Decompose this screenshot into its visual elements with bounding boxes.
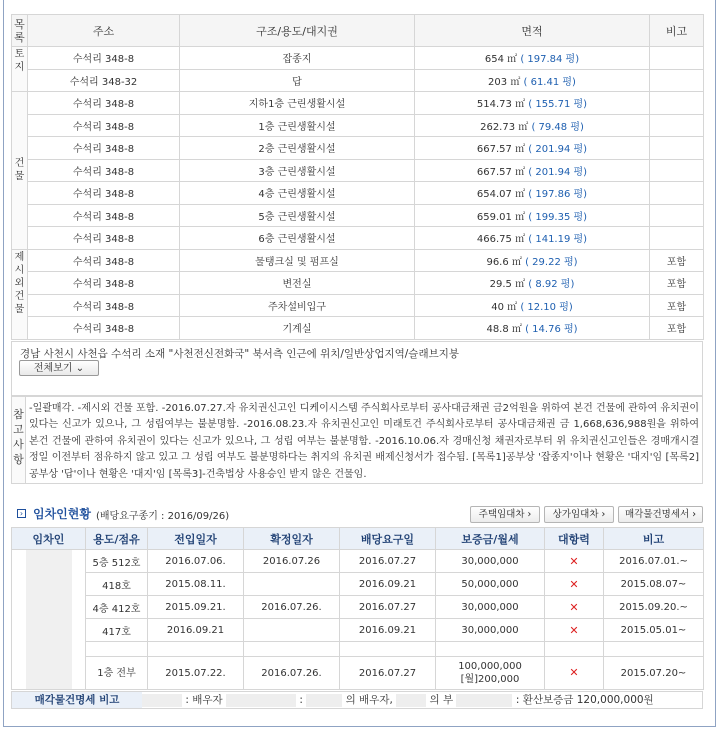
address-cell: 수석리 348-32: [28, 69, 180, 92]
structure-cell: 2층 근린생활시설: [180, 137, 415, 160]
deposit-amount: 50,000,000: [461, 578, 519, 590]
empty-cell: [545, 642, 604, 657]
no-opposing-power-icon: ✕: [569, 623, 579, 637]
structure-cell: 1층 근린생활시설: [180, 114, 415, 137]
category-label: 토지: [14, 49, 25, 73]
area-sqm: 29.5 ㎡: [489, 279, 526, 291]
area-cell: [415, 182, 650, 205]
address-cell: 수석리 348-8: [28, 317, 180, 340]
area-sqm: 654 ㎡: [484, 54, 518, 66]
header-note: 비고: [650, 15, 704, 47]
note-part-c: 의 배우자,: [345, 694, 393, 706]
tenant-row: [12, 573, 704, 596]
deposit-amount: 30,000,000: [461, 601, 519, 613]
deposit-cell: [436, 657, 545, 690]
area-sqm: 514.73 ㎡: [476, 99, 526, 111]
claim-date-cell: 2016.07.27: [340, 596, 436, 619]
note-cell: 포함: [650, 272, 704, 295]
remarks-box: [11, 396, 703, 484]
address-cell: 수석리 348-8: [28, 272, 180, 295]
structure-cell: 물탱크실 및 펌프실: [180, 249, 415, 272]
area-cell: [415, 227, 650, 250]
structure-cell: 변전실: [180, 272, 415, 295]
structure-cell: 기계실: [180, 317, 415, 340]
claim-date-cell: 2016.09.21: [340, 573, 436, 596]
area-pyeong: ( 12.10 평): [520, 301, 573, 313]
property-row: [12, 114, 704, 137]
area-pyeong: ( 61.41 평): [523, 76, 576, 88]
note-cell: 포함: [650, 249, 704, 272]
deposit-amount: 30,000,000: [461, 624, 519, 636]
usage-cell: 417호: [86, 619, 148, 642]
deposit-cell: [436, 596, 545, 619]
monthly-rent: [월]200,000: [460, 674, 520, 685]
area-cell: [415, 317, 650, 340]
empty-cell: [148, 642, 244, 657]
category-cell: [12, 92, 28, 250]
area-cell: [415, 294, 650, 317]
address-cell: 수석리 348-8: [28, 47, 180, 70]
usage-cell: 5층 512호: [86, 550, 148, 573]
redacted-name: [142, 694, 182, 707]
sale-statement-button[interactable]: 매각물건명세서 ›: [618, 506, 703, 523]
note-cell: [650, 182, 704, 205]
property-row: [12, 227, 704, 250]
note-cell: [650, 137, 704, 160]
area-pyeong: ( 141.19 평): [528, 234, 588, 246]
tenant-row: [12, 596, 704, 619]
area-sqm: 48.8 ㎡: [486, 324, 522, 336]
no-opposing-power-icon: ✕: [569, 554, 579, 568]
tenant-header: 확정일자: [244, 528, 340, 550]
redacted-name: [396, 694, 426, 707]
area-cell: [415, 204, 650, 227]
empty-cell: [436, 642, 545, 657]
remarks-label: [12, 397, 26, 483]
fixed-date-cell: 2016.07.26.: [244, 657, 340, 690]
tenant-row: [12, 619, 704, 642]
tenant-note-cell: 2015.05.01~: [604, 619, 704, 642]
address-cell: 수석리 348-8: [28, 92, 180, 115]
sale-statement-note-label: 매각물건명세 비고: [12, 692, 142, 708]
note-cell: [650, 159, 704, 182]
area-cell: [415, 69, 650, 92]
property-row: [12, 317, 704, 340]
fixed-date-cell: [244, 619, 340, 642]
area-pyeong: ( 8.92 평): [528, 279, 575, 291]
address-cell: 수석리 348-8: [28, 159, 180, 182]
tenant-section-title: 임차인현황: [33, 507, 91, 521]
property-row: [12, 182, 704, 205]
property-row: [12, 69, 704, 92]
tenant-header: 비고: [604, 528, 704, 550]
fixed-date-cell: [244, 573, 340, 596]
opposing-power-cell: [545, 573, 604, 596]
area-cell: [415, 137, 650, 160]
area-pyeong: ( 197.84 평): [520, 54, 580, 66]
dividend-deadline: (배당요구종기 : 2016/09/26): [96, 511, 230, 522]
area-pyeong: ( 14.76 평): [525, 324, 578, 336]
deposit-amount: 100,000,000: [458, 661, 522, 672]
tenant-header: 용도/점유: [86, 528, 148, 550]
claim-date-cell: 2016.07.27: [340, 657, 436, 690]
area-cell: [415, 249, 650, 272]
structure-cell: 지하1층 근린생활시설: [180, 92, 415, 115]
view-all-button[interactable]: 전체보기 ⌄: [19, 360, 99, 376]
remarks-label-text: 참고사항: [13, 408, 24, 466]
sale-statement-note-text: [142, 692, 654, 708]
area-pyeong: ( 79.48 평): [531, 121, 584, 133]
header-structure: 구조/용도/대지권: [180, 15, 415, 47]
note-part-e: : 환산보증금 120,000,000원: [515, 694, 654, 706]
no-opposing-power-icon: ✕: [569, 600, 579, 614]
area-pyeong: ( 29.22 평): [525, 256, 578, 268]
tenant-header: 대항력: [545, 528, 604, 550]
property-row: [12, 204, 704, 227]
note-cell: [650, 227, 704, 250]
structure-cell: 3층 근린생활시설: [180, 159, 415, 182]
tenant-header: 보증금/월세: [436, 528, 545, 550]
area-cell: [415, 272, 650, 295]
tenant-note-cell: 2016.07.01.~: [604, 550, 704, 573]
housing-lease-button[interactable]: 주택임대차 ›: [470, 506, 540, 523]
tenant-header: 전입일자: [148, 528, 244, 550]
area-sqm: 654.07 ㎡: [476, 189, 526, 201]
area-cell: [415, 47, 650, 70]
area-pyeong: ( 201.94 평): [528, 166, 588, 178]
area-sqm: 667.57 ㎡: [476, 166, 526, 178]
fixed-date-cell: 2016.07.26.: [244, 596, 340, 619]
tenant-row: [12, 550, 704, 573]
structure-cell: 답: [180, 69, 415, 92]
address-cell: 수석리 348-8: [28, 294, 180, 317]
tenant-name-redacted: [12, 550, 86, 690]
category-cell: [12, 249, 28, 339]
property-row: [12, 159, 704, 182]
usage-cell: 1층 전부: [86, 657, 148, 690]
empty-cell: [244, 642, 340, 657]
address-cell: 수석리 348-8: [28, 249, 180, 272]
note-part-d: 의 부: [429, 694, 454, 706]
note-cell: [650, 114, 704, 137]
tenant-spacer-row: [12, 642, 704, 657]
no-opposing-power-icon: ✕: [569, 666, 579, 679]
usage-cell: 4층 412호: [86, 596, 148, 619]
deposit-cell: [436, 573, 545, 596]
area-pyeong: ( 155.71 평): [528, 99, 588, 111]
property-row: [12, 294, 704, 317]
area-sqm: 667.57 ㎡: [476, 144, 526, 156]
note-cell: 포함: [650, 294, 704, 317]
opposing-power-cell: [545, 550, 604, 573]
note-cell: [650, 92, 704, 115]
category-label: 제시외건물: [14, 251, 25, 315]
area-sqm: 203 ㎡: [488, 76, 521, 88]
note-cell: [650, 204, 704, 227]
area-pyeong: ( 201.94 평): [528, 144, 588, 156]
address-cell: 수석리 348-8: [28, 227, 180, 250]
property-row: [12, 92, 704, 115]
redacted-block: [26, 550, 72, 689]
tenant-note-cell: 2015.07.20~: [604, 657, 704, 690]
deposit-amount: 30,000,000: [461, 555, 519, 567]
structure-cell: 4층 근린생활시설: [180, 182, 415, 205]
no-opposing-power-icon: ✕: [569, 577, 579, 591]
deposit-cell: [436, 619, 545, 642]
tenant-header: 임차인: [12, 528, 86, 550]
area-cell: [415, 159, 650, 182]
commercial-lease-button[interactable]: 상가임대차 ›: [544, 506, 614, 523]
move-in-cell: 2015.09.21.: [148, 596, 244, 619]
tenant-row: [12, 657, 704, 690]
category-cell: [12, 47, 28, 92]
area-cell: [415, 114, 650, 137]
deposit-cell: [436, 550, 545, 573]
tenant-note-cell: 2015.09.20.~: [604, 596, 704, 619]
property-row: [12, 272, 704, 295]
header-address: 주소: [28, 15, 180, 47]
area-pyeong: ( 199.35 평): [528, 211, 588, 223]
note-part-b: :: [299, 694, 303, 706]
move-in-cell: 2015.08.11.: [148, 573, 244, 596]
header-category: [12, 15, 28, 47]
tenant-note-cell: 2015.08.07~: [604, 573, 704, 596]
usage-cell: 418호: [86, 573, 148, 596]
category-label: 건물: [14, 158, 25, 183]
opposing-power-cell: [545, 619, 604, 642]
location-text: 경남 사천시 사천읍 수석리 소재 "사천전신전화국" 북서측 인근에 위치/일반상업지역/슬래브지붕: [20, 348, 460, 360]
area-pyeong: ( 197.86 평): [528, 189, 588, 201]
area-sqm: 40 ㎡: [491, 301, 518, 313]
property-row: [12, 47, 704, 70]
redacted-name: [456, 694, 512, 707]
sale-statement-note-row: [11, 691, 703, 709]
header-area: 면적: [415, 15, 650, 47]
tenant-table: [11, 527, 704, 690]
claim-date-cell: 2016.07.27: [340, 550, 436, 573]
note-cell: [650, 69, 704, 92]
opposing-power-cell: [545, 596, 604, 619]
area-sqm: 659.01 ㎡: [476, 211, 526, 223]
empty-cell: [604, 642, 704, 657]
opposing-power-cell: [545, 657, 604, 690]
tenant-header: 배당요구일: [340, 528, 436, 550]
structure-cell: 5층 근린생활시설: [180, 204, 415, 227]
claim-date-cell: 2016.09.21: [340, 619, 436, 642]
note-cell: [650, 47, 704, 70]
address-cell: 수석리 348-8: [28, 182, 180, 205]
remarks-text: -일괄매각. -제시외 건물 포함. -2016.07.27.자 유치권신고인 디케이시스템 주식회사로부터 공사대금채권 금2억원을 위하여 본건 건물에 관하여 유치권이 있다는 신고가 있으나, 그 성립여부는 불분명함. -2016.08.23.자 유치권신고인 미래토건 주식회사로부터 공사대금채권 금 1,668,636,988원을 위하여 본건 건물에 관하여 유치권이 있다는 신고가 있으나, 그 성립 여부는 불분명함. -2016.10.06.자 경매신청 채권자로부터 위 유치권신고인들은 경매개시결정일 이전부터 점유하지 않고 있고 그 성립 여부도 불분명하다는 취지의 유치권 배제신청서가 접수됨. [목록1]공부상 '잡종지'이나 현황은 '대지'임 [목록2]공부상 '답'이나 현황은 '대지'임 [목록3]-건축법상 사용승인 받지 않은 건물임.: [29, 403, 699, 480]
address-cell: 수석리 348-8: [28, 114, 180, 137]
note-cell: 포함: [650, 317, 704, 340]
area-sqm: 96.6 ㎡: [486, 256, 522, 268]
fixed-date-cell: 2016.07.26: [244, 550, 340, 573]
move-in-cell: 2016.09.21: [148, 619, 244, 642]
structure-cell: 주차설비입구: [180, 294, 415, 317]
area-cell: [415, 92, 650, 115]
note-part-a: : 배우자: [185, 694, 223, 706]
location-box: [11, 341, 703, 396]
move-in-cell: 2016.07.06.: [148, 550, 244, 573]
header-category-label: 목록: [14, 17, 25, 44]
section-arrow-icon: ›: [17, 509, 26, 518]
property-table: [11, 14, 704, 340]
empty-cell: [340, 642, 436, 657]
property-row: [12, 137, 704, 160]
empty-cell: [86, 642, 148, 657]
redacted-name: [306, 694, 342, 707]
address-cell: 수석리 348-8: [28, 204, 180, 227]
area-sqm: 262.73 ㎡: [480, 121, 529, 133]
structure-cell: 6층 근린생활시설: [180, 227, 415, 250]
area-sqm: 466.75 ㎡: [476, 234, 526, 246]
property-row: [12, 249, 704, 272]
move-in-cell: 2015.07.22.: [148, 657, 244, 690]
address-cell: 수석리 348-8: [28, 137, 180, 160]
redacted-name: [226, 694, 296, 707]
structure-cell: 잡종지: [180, 47, 415, 70]
